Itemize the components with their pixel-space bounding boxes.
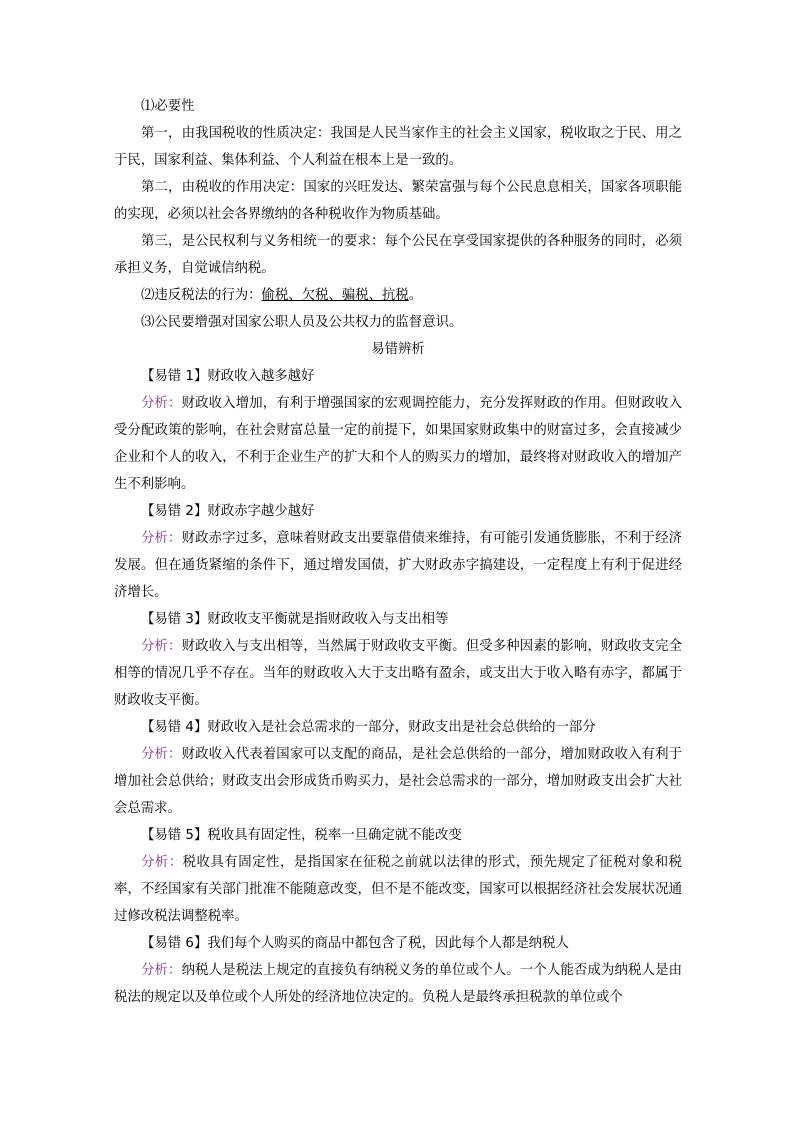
necessity-point-2: 第二，由税收的作用决定：国家的兴旺发达、繁荣富强与每个公民息息相关，国家各项职能的实现，必须以社会各界缴纳的各种税收作为物质基础。	[114, 180, 682, 222]
analysis-text: 财政赤字过多，意味着财政支出要靠借债来维持，有可能引发通货膨胀，不利于经济发展。但在通货紧缩的条件下，通过增发国债，扩大财政赤字搞建设，一定程度上有利于促进经济增长。	[114, 531, 683, 600]
analysis-label: 分析：	[141, 855, 183, 870]
analysis-label: 分析：	[141, 396, 182, 411]
analysis-text: 财政收入代表着国家可以支配的商品，是社会总供给的一部分，增加财政收入有利于增加社会总供给；财政支出会形成货币购买力，是社会总需求的一部分，增加财政支出会扩大社会总需求。	[114, 747, 683, 816]
necessity-heading: ⑴必要性	[141, 99, 195, 114]
analysis-text: 财政收入与支出相等，当然属于财政收支平衡。但受多种因素的影响，财政收支完全相等的情况几乎不存在。当年的财政收入大于支出略有盈余，或支出大于收入略有赤字，都属于财政收支平衡。	[114, 639, 683, 708]
analysis-text: 税收具有固定性，是指国家在征税之前就以法律的形式，预先规定了征税对象和税率，不经国家有关部门批准不能随意改变，但不是不能改变，国家可以根据经济社会发展状况通过修改税法调整税率。	[114, 855, 683, 924]
error-item-title: 【易错 3】财政收支平衡就是指财政收入与支出相等	[141, 612, 449, 627]
analysis-label: 分析：	[141, 963, 182, 978]
document-page	[114, 93, 682, 1011]
analysis-label: 分析：	[141, 747, 182, 762]
necessity-point-1: 第一，由我国税收的性质决定：我国是人民当家作主的社会主义国家，税收取之于民、用之于民，国家利益、集体利益、个人利益在根本上是一致的。	[114, 126, 682, 168]
tax-violations	[114, 282, 682, 309]
error-item-analysis	[114, 741, 682, 822]
analysis-text: 纳税人是税法上规定的直接负有纳税义务的单位或个人。一个人能否成为纳税人是由税法的规定以及单位或个人所处的经济地位决定的。负税人是最终承担税款的单位或个	[114, 963, 683, 1005]
error-item-analysis	[114, 849, 682, 930]
supervision-awareness: ⑶公民要增强对国家公职人员及公共权力的监督意识。	[141, 315, 463, 330]
error-item-analysis	[114, 957, 682, 1011]
error-item-title: 【易错 6】我们每个人购买的商品中都包含了税，因此每个人都是纳税人	[141, 936, 569, 951]
tax-violations-suffix: 。	[408, 288, 423, 303]
analysis-text: 财政收入增加，有利于增强国家的宏观调控能力，充分发挥财政的作用。但财政收入受分配政策的影响，在社会财富总量一定的前提下，如果国家财政集中的财富过多，会直接减少企业和个人的收入，不利于企业生产的扩大和个人的购买力的增加，最终将对财政收入的增加产生不利影响。	[114, 396, 683, 492]
error-item-title: 【易错 1】财政收入越多越好	[141, 369, 315, 384]
tax-violations-list: 偷税、欠税、骗税、抗税	[261, 288, 409, 303]
necessity-point-3: 第三，是公民权利与义务相统一的要求：每个公民在享受国家提供的各种服务的同时，必须承担义务，自觉诚信纳税。	[114, 234, 682, 276]
error-item-title: 【易错 2】财政赤字越少越好	[141, 504, 315, 519]
error-item-title: 【易错 4】财政收入是社会总需求的一部分，财政支出是社会总供给的一部分	[141, 720, 596, 735]
tax-violations-prefix: ⑵违反税法的行为：	[141, 288, 262, 303]
error-item-analysis	[114, 390, 682, 498]
error-item-analysis	[114, 525, 682, 606]
error-item-title: 【易错 5】税收具有固定性，税率一旦确定就不能改变	[141, 828, 462, 843]
analysis-label: 分析：	[141, 639, 182, 654]
section-title: 易错辨析	[371, 342, 425, 357]
analysis-label: 分析：	[141, 531, 182, 546]
error-item-analysis	[114, 633, 682, 714]
